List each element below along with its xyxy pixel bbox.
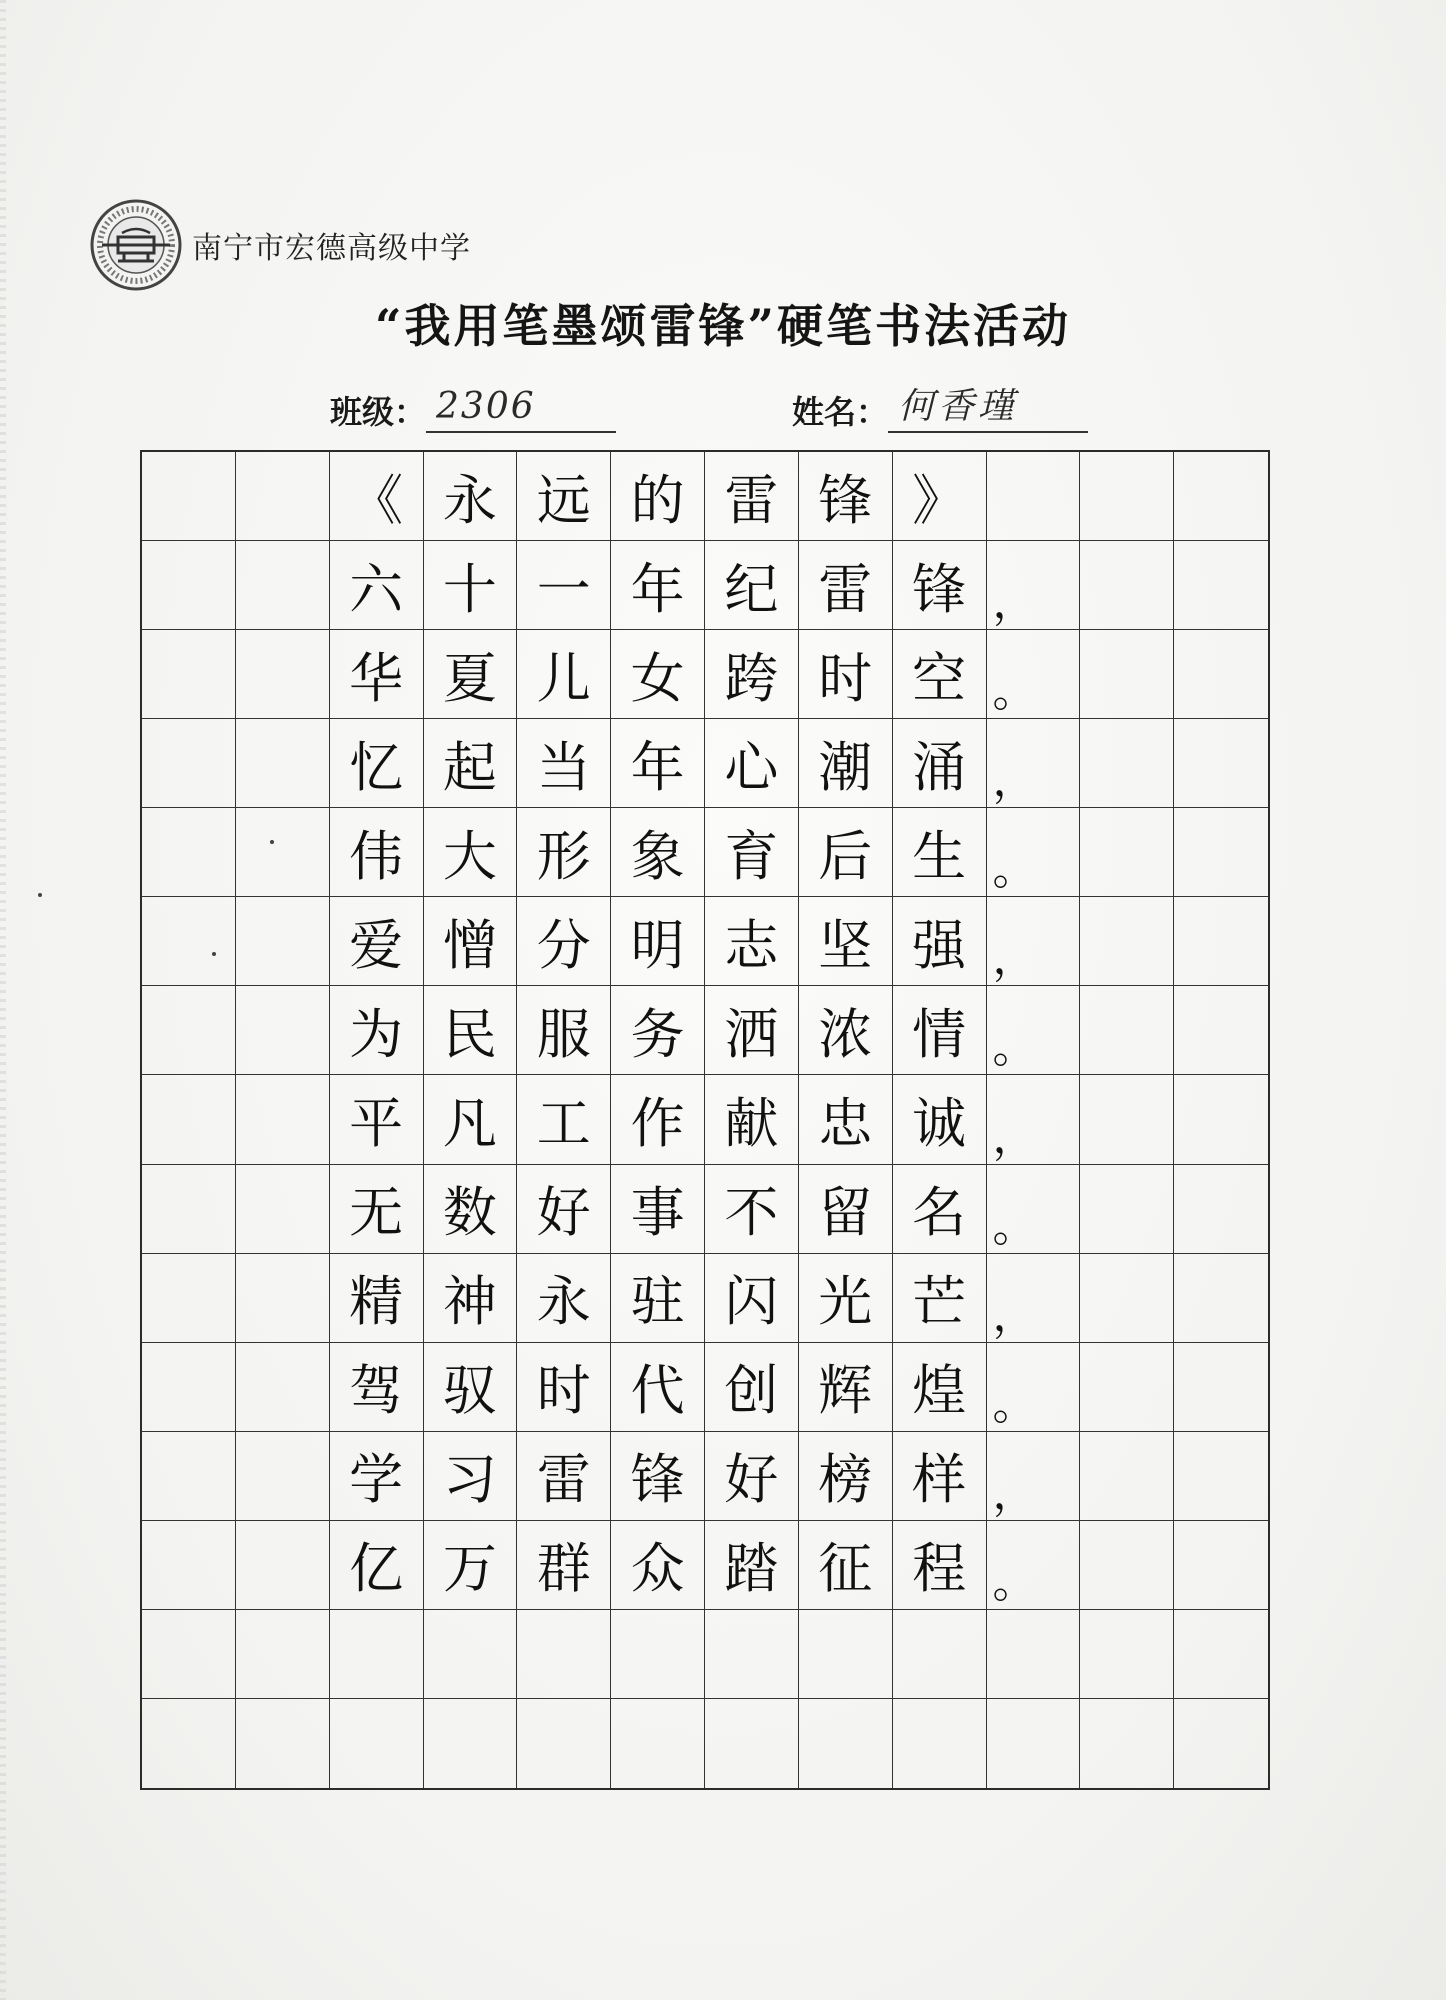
handwritten-char: 情 (912, 1002, 967, 1066)
grid-cell (611, 897, 705, 986)
handwritten-char: 忠 (818, 1091, 873, 1155)
handwritten-char: 辉 (818, 1359, 873, 1423)
grid-cell (236, 541, 330, 630)
handwritten-char: 心 (724, 735, 779, 799)
grid-cell (330, 1699, 424, 1788)
grid-cell (893, 1075, 987, 1164)
handwritten-char: 平 (349, 1091, 404, 1155)
grid-cell (1080, 1254, 1174, 1343)
grid-cell (517, 897, 611, 986)
page-title: “我用笔墨颂雷锋”硬笔书法活动 (375, 299, 1071, 353)
grid-cell (987, 1075, 1081, 1164)
grid-cell (1174, 541, 1268, 630)
grid-cell (330, 1254, 424, 1343)
grid-cell (1080, 1699, 1174, 1788)
grid-cell (893, 986, 987, 1075)
grid-cell (987, 1521, 1081, 1610)
grid-cell (1080, 452, 1174, 541)
grid-cell (330, 1343, 424, 1432)
grid-cell (799, 986, 893, 1075)
handwritten-char: 华 (349, 646, 404, 710)
handwritten-char: 群 (536, 1537, 591, 1601)
grid-cell (236, 986, 330, 1075)
grid-cell (611, 1521, 705, 1610)
grid-cell (893, 1610, 987, 1699)
grid-cell (1174, 1165, 1268, 1254)
grid-cell (517, 986, 611, 1075)
grid-cell (1174, 719, 1268, 808)
handwritten-char: 育 (724, 824, 779, 888)
grid-cell (1174, 897, 1268, 986)
grid-cell (799, 1165, 893, 1254)
grid-cell (142, 1075, 236, 1164)
grid-cell (611, 719, 705, 808)
grid-cell (517, 1165, 611, 1254)
stray-mark (212, 952, 216, 956)
grid-cell (142, 452, 236, 541)
handwritten-char: 无 (349, 1181, 404, 1245)
grid-cell (517, 1075, 611, 1164)
grid-cell (424, 452, 518, 541)
grid-cell (424, 1075, 518, 1164)
writing-grid (140, 450, 1270, 1790)
handwritten-char: 生 (912, 824, 967, 888)
grid-cell (330, 541, 424, 630)
handwritten-char: 万 (442, 1537, 497, 1601)
grid-cell (424, 986, 518, 1075)
grid-cell (142, 719, 236, 808)
handwritten-char: 习 (442, 1448, 497, 1512)
handwritten-char: 志 (724, 913, 779, 977)
handwritten-char: 服 (536, 1002, 591, 1066)
handwritten-char: 学 (349, 1448, 404, 1512)
grid-cell (236, 1254, 330, 1343)
handwritten-char: 雷 (818, 557, 873, 621)
handwritten-char: 潮 (818, 735, 873, 799)
handwritten-char: 跨 (724, 646, 779, 710)
grid-cell (1080, 1432, 1174, 1521)
grid-cell (142, 1432, 236, 1521)
grid-cell (611, 986, 705, 1075)
handwritten-char: 闪 (724, 1270, 779, 1334)
handwritten-char: 远 (536, 468, 591, 532)
grid-cell (236, 630, 330, 719)
grid-cell (799, 452, 893, 541)
grid-cell (1080, 541, 1174, 630)
handwritten-char: 亿 (349, 1537, 404, 1601)
grid-cell (424, 1165, 518, 1254)
grid-cell (1080, 1610, 1174, 1699)
handwritten-char: 创 (724, 1359, 779, 1423)
grid-cell (705, 1254, 799, 1343)
grid-cell (1174, 1521, 1268, 1610)
grid-cell (705, 808, 799, 897)
handwritten-char: 锋 (630, 1448, 685, 1512)
grid-cell (987, 1699, 1081, 1788)
school-name: 南宁市宏德高级中学 (192, 231, 471, 266)
handwritten-char: 年 (630, 557, 685, 621)
handwritten-char: 大 (442, 824, 497, 888)
grid-cell (893, 1165, 987, 1254)
grid-cell (611, 541, 705, 630)
grid-cell (424, 897, 518, 986)
handwritten-char: 样 (912, 1448, 967, 1512)
grid-cell (705, 719, 799, 808)
grid-cell (236, 452, 330, 541)
grid-cell (517, 1343, 611, 1432)
grid-cell (517, 452, 611, 541)
handwritten-char: 名 (912, 1181, 967, 1245)
grid-cell (611, 1254, 705, 1343)
grid-cell (705, 1699, 799, 1788)
handwritten-char: 作 (630, 1091, 685, 1155)
grid-cell (330, 1610, 424, 1699)
handwritten-char: 明 (630, 913, 685, 977)
handwritten-char: 六 (349, 557, 404, 621)
grid-cell (330, 1432, 424, 1521)
grid-cell (142, 630, 236, 719)
grid-cell (424, 1432, 518, 1521)
grid-cell (142, 808, 236, 897)
grid-cell (705, 1165, 799, 1254)
grid-cell (330, 630, 424, 719)
punctuation-mark: 。 (992, 666, 1037, 718)
grid-cell (893, 1343, 987, 1432)
grid-cell (893, 630, 987, 719)
grid-cell (1174, 986, 1268, 1075)
grid-cell (424, 719, 518, 808)
grid-cell (517, 541, 611, 630)
handwritten-char: 憎 (442, 913, 497, 977)
grid-cell (987, 1343, 1081, 1432)
grid-cell (893, 1521, 987, 1610)
handwritten-char: 空 (912, 646, 967, 710)
grid-cell (330, 452, 424, 541)
handwritten-char: 好 (724, 1448, 779, 1512)
handwritten-char: 当 (536, 735, 591, 799)
grid-cell (987, 897, 1081, 986)
stray-mark (270, 840, 274, 844)
grid-cell (1174, 1699, 1268, 1788)
handwritten-char: 榜 (818, 1448, 873, 1512)
handwritten-char: 浓 (818, 1002, 873, 1066)
punctuation-mark: ， (992, 755, 1037, 807)
punctuation-mark: ， (992, 577, 1037, 629)
grid-cell (987, 808, 1081, 897)
handwritten-char: 伟 (349, 824, 404, 888)
handwritten-char: 形 (536, 824, 591, 888)
handwritten-char: 纪 (724, 557, 779, 621)
school-header (88, 195, 471, 295)
grid-cell (330, 1075, 424, 1164)
grid-cell (424, 1610, 518, 1699)
handwritten-char: 爱 (349, 913, 404, 977)
grid-cell (705, 1521, 799, 1610)
grid-cell (236, 1343, 330, 1432)
handwritten-char: 驾 (349, 1359, 404, 1423)
grid-cell (517, 719, 611, 808)
grid-cell (1080, 986, 1174, 1075)
grid-cell (1174, 1432, 1268, 1521)
handwritten-char: 众 (630, 1537, 685, 1601)
grid-cell (705, 630, 799, 719)
grid-cell (611, 808, 705, 897)
grid-cell (517, 1432, 611, 1521)
handwritten-char: 驭 (442, 1359, 497, 1423)
grid-cell (142, 1254, 236, 1343)
grid-cell (799, 1521, 893, 1610)
handwritten-char: 程 (912, 1537, 967, 1601)
grid-cell (142, 1521, 236, 1610)
handwritten-char: 涌 (912, 735, 967, 799)
grid-cell (424, 1521, 518, 1610)
handwritten-char: 数 (442, 1181, 497, 1245)
handwritten-char: 雷 (536, 1448, 591, 1512)
handwritten-char: 踏 (724, 1537, 779, 1601)
grid-cell (330, 986, 424, 1075)
grid-cell (236, 1432, 330, 1521)
punctuation-mark: ， (992, 1289, 1037, 1341)
handwritten-char: 工 (536, 1091, 591, 1155)
grid-cell (611, 1165, 705, 1254)
handwritten-char: 忆 (349, 735, 404, 799)
grid-cell (236, 1075, 330, 1164)
class-value: 2306 (426, 385, 616, 433)
grid-cell (893, 808, 987, 897)
grid-cell (142, 1343, 236, 1432)
handwritten-char: 献 (724, 1091, 779, 1155)
grid-cell (142, 986, 236, 1075)
grid-cell (424, 1343, 518, 1432)
handwritten-char: 锋 (818, 468, 873, 532)
grid-cell (611, 1432, 705, 1521)
grid-cell (611, 1075, 705, 1164)
grid-cell (799, 541, 893, 630)
handwritten-char: 好 (536, 1181, 591, 1245)
handwritten-char: 儿 (536, 646, 591, 710)
grid-cell (705, 897, 799, 986)
grid-cell (1174, 1343, 1268, 1432)
punctuation-mark: 。 (992, 844, 1037, 896)
grid-cell (142, 1165, 236, 1254)
grid-cell (705, 541, 799, 630)
grid-cell (611, 630, 705, 719)
handwritten-char: 强 (912, 913, 967, 977)
grid-cell (424, 1699, 518, 1788)
handwritten-char: 后 (818, 824, 873, 888)
handwritten-char: 的 (630, 468, 685, 532)
handwritten-char: 留 (818, 1181, 873, 1245)
grid-cell (517, 1610, 611, 1699)
grid-cell (705, 1343, 799, 1432)
class-field (330, 385, 616, 433)
grid-cell (330, 808, 424, 897)
grid-cell (799, 630, 893, 719)
handwritten-char: 精 (349, 1270, 404, 1334)
punctuation-mark: ， (992, 933, 1037, 985)
handwritten-char: 务 (630, 1002, 685, 1066)
grid-cell (330, 1165, 424, 1254)
handwritten-char: 民 (442, 1002, 497, 1066)
grid-cell (517, 1254, 611, 1343)
handwritten-char: 《 (349, 468, 404, 532)
grid-cell (236, 1610, 330, 1699)
grid-cell (799, 1610, 893, 1699)
punctuation-mark: 。 (992, 1022, 1037, 1074)
handwritten-char: 不 (724, 1181, 779, 1245)
grid-cell (987, 986, 1081, 1075)
handwritten-char: 征 (818, 1537, 873, 1601)
grid-cell (330, 719, 424, 808)
handwritten-char: 象 (630, 824, 685, 888)
grid-cell (142, 1699, 236, 1788)
stray-mark (38, 893, 42, 897)
grid-cell (705, 1075, 799, 1164)
grid-cell (705, 986, 799, 1075)
grid-cell (799, 1432, 893, 1521)
grid-cell (424, 808, 518, 897)
handwritten-char: 凡 (442, 1091, 497, 1155)
punctuation-mark: ， (992, 1111, 1037, 1163)
grid-cell (893, 1254, 987, 1343)
punctuation-mark: 。 (992, 1378, 1037, 1430)
grid-cell (611, 1699, 705, 1788)
handwritten-char: 洒 (724, 1002, 779, 1066)
grid-cell (799, 808, 893, 897)
handwritten-char: 》 (912, 468, 967, 532)
handwritten-char: 时 (536, 1359, 591, 1423)
grid-cell (142, 1610, 236, 1699)
grid-cell (893, 719, 987, 808)
grid-cell (142, 897, 236, 986)
grid-cell (1080, 1075, 1174, 1164)
handwritten-char: 芒 (912, 1270, 967, 1334)
grid-cell (799, 719, 893, 808)
grid-cell (611, 1610, 705, 1699)
grid-cell (893, 897, 987, 986)
handwritten-char: 锋 (912, 557, 967, 621)
grid-cell (799, 1699, 893, 1788)
grid-cell (705, 1610, 799, 1699)
punctuation-mark: 。 (992, 1200, 1037, 1252)
grid-cell (799, 897, 893, 986)
grid-cell (987, 541, 1081, 630)
grid-cell (236, 1165, 330, 1254)
school-emblem-icon (88, 197, 184, 293)
handwritten-char: 女 (630, 646, 685, 710)
grid-cell (236, 1699, 330, 1788)
grid-cell (1080, 1343, 1174, 1432)
grid-cell (705, 452, 799, 541)
grid-cell (987, 1432, 1081, 1521)
handwritten-char: 坚 (818, 913, 873, 977)
grid-cell (705, 1432, 799, 1521)
handwritten-char: 诚 (912, 1091, 967, 1155)
grid-cell (330, 897, 424, 986)
punctuation-mark: 。 (992, 1556, 1037, 1608)
grid-cell (1080, 719, 1174, 808)
grid-cell (987, 1254, 1081, 1343)
grid-cell (893, 1432, 987, 1521)
grid-cell (893, 1699, 987, 1788)
grid-cell (330, 1521, 424, 1610)
grid-cell (1080, 630, 1174, 719)
grid-cell (799, 1343, 893, 1432)
grid-cell (236, 1521, 330, 1610)
handwritten-char: 永 (442, 468, 497, 532)
grid-cell (142, 541, 236, 630)
name-field (792, 385, 1088, 433)
grid-cell (517, 630, 611, 719)
grid-cell (893, 541, 987, 630)
name-value: 何香瑾 (888, 385, 1088, 433)
handwritten-char: 夏 (442, 646, 497, 710)
handwritten-char: 代 (630, 1359, 685, 1423)
handwritten-char: 年 (630, 735, 685, 799)
grid-cell (236, 808, 330, 897)
grid-cell (1174, 1075, 1268, 1164)
handwritten-char: 分 (536, 913, 591, 977)
name-label: 姓名： (792, 393, 889, 431)
grid-cell (987, 452, 1081, 541)
handwritten-char: 十 (442, 557, 497, 621)
handwritten-char: 永 (536, 1270, 591, 1334)
grid-cell (1174, 630, 1268, 719)
handwritten-char: 事 (630, 1181, 685, 1245)
grid-cell (987, 1165, 1081, 1254)
handwritten-char: 光 (818, 1270, 873, 1334)
grid-cell (424, 630, 518, 719)
grid-cell (517, 1699, 611, 1788)
grid-cell (1080, 1521, 1174, 1610)
grid-cell (611, 1343, 705, 1432)
grid-cell (1174, 1254, 1268, 1343)
handwritten-char: 时 (818, 646, 873, 710)
handwritten-char: 驻 (630, 1270, 685, 1334)
grid-cell (1174, 1610, 1268, 1699)
handwritten-char: 一 (536, 557, 591, 621)
grid-cell (1080, 897, 1174, 986)
grid-cell (424, 541, 518, 630)
handwritten-char: 为 (349, 1002, 404, 1066)
grid-cell (517, 1521, 611, 1610)
handwritten-char: 神 (442, 1270, 497, 1334)
grid-cell (799, 1254, 893, 1343)
class-label: 班级： (330, 393, 427, 431)
grid-cell (987, 1610, 1081, 1699)
handwritten-char: 煌 (912, 1359, 967, 1423)
grid-cell (799, 1075, 893, 1164)
grid-cell (611, 452, 705, 541)
grid-cell (987, 719, 1081, 808)
grid-cell (1174, 452, 1268, 541)
grid-cell (517, 808, 611, 897)
grid-cell (1080, 808, 1174, 897)
grid-cell (987, 630, 1081, 719)
handwritten-char: 起 (442, 735, 497, 799)
handwritten-char: 雷 (724, 468, 779, 532)
grid-cell (893, 452, 987, 541)
grid-cell (236, 719, 330, 808)
grid-cell (1080, 1165, 1174, 1254)
grid-cell (424, 1254, 518, 1343)
punctuation-mark: ， (992, 1467, 1037, 1519)
grid-cell (1174, 808, 1268, 897)
grid-cell (236, 897, 330, 986)
